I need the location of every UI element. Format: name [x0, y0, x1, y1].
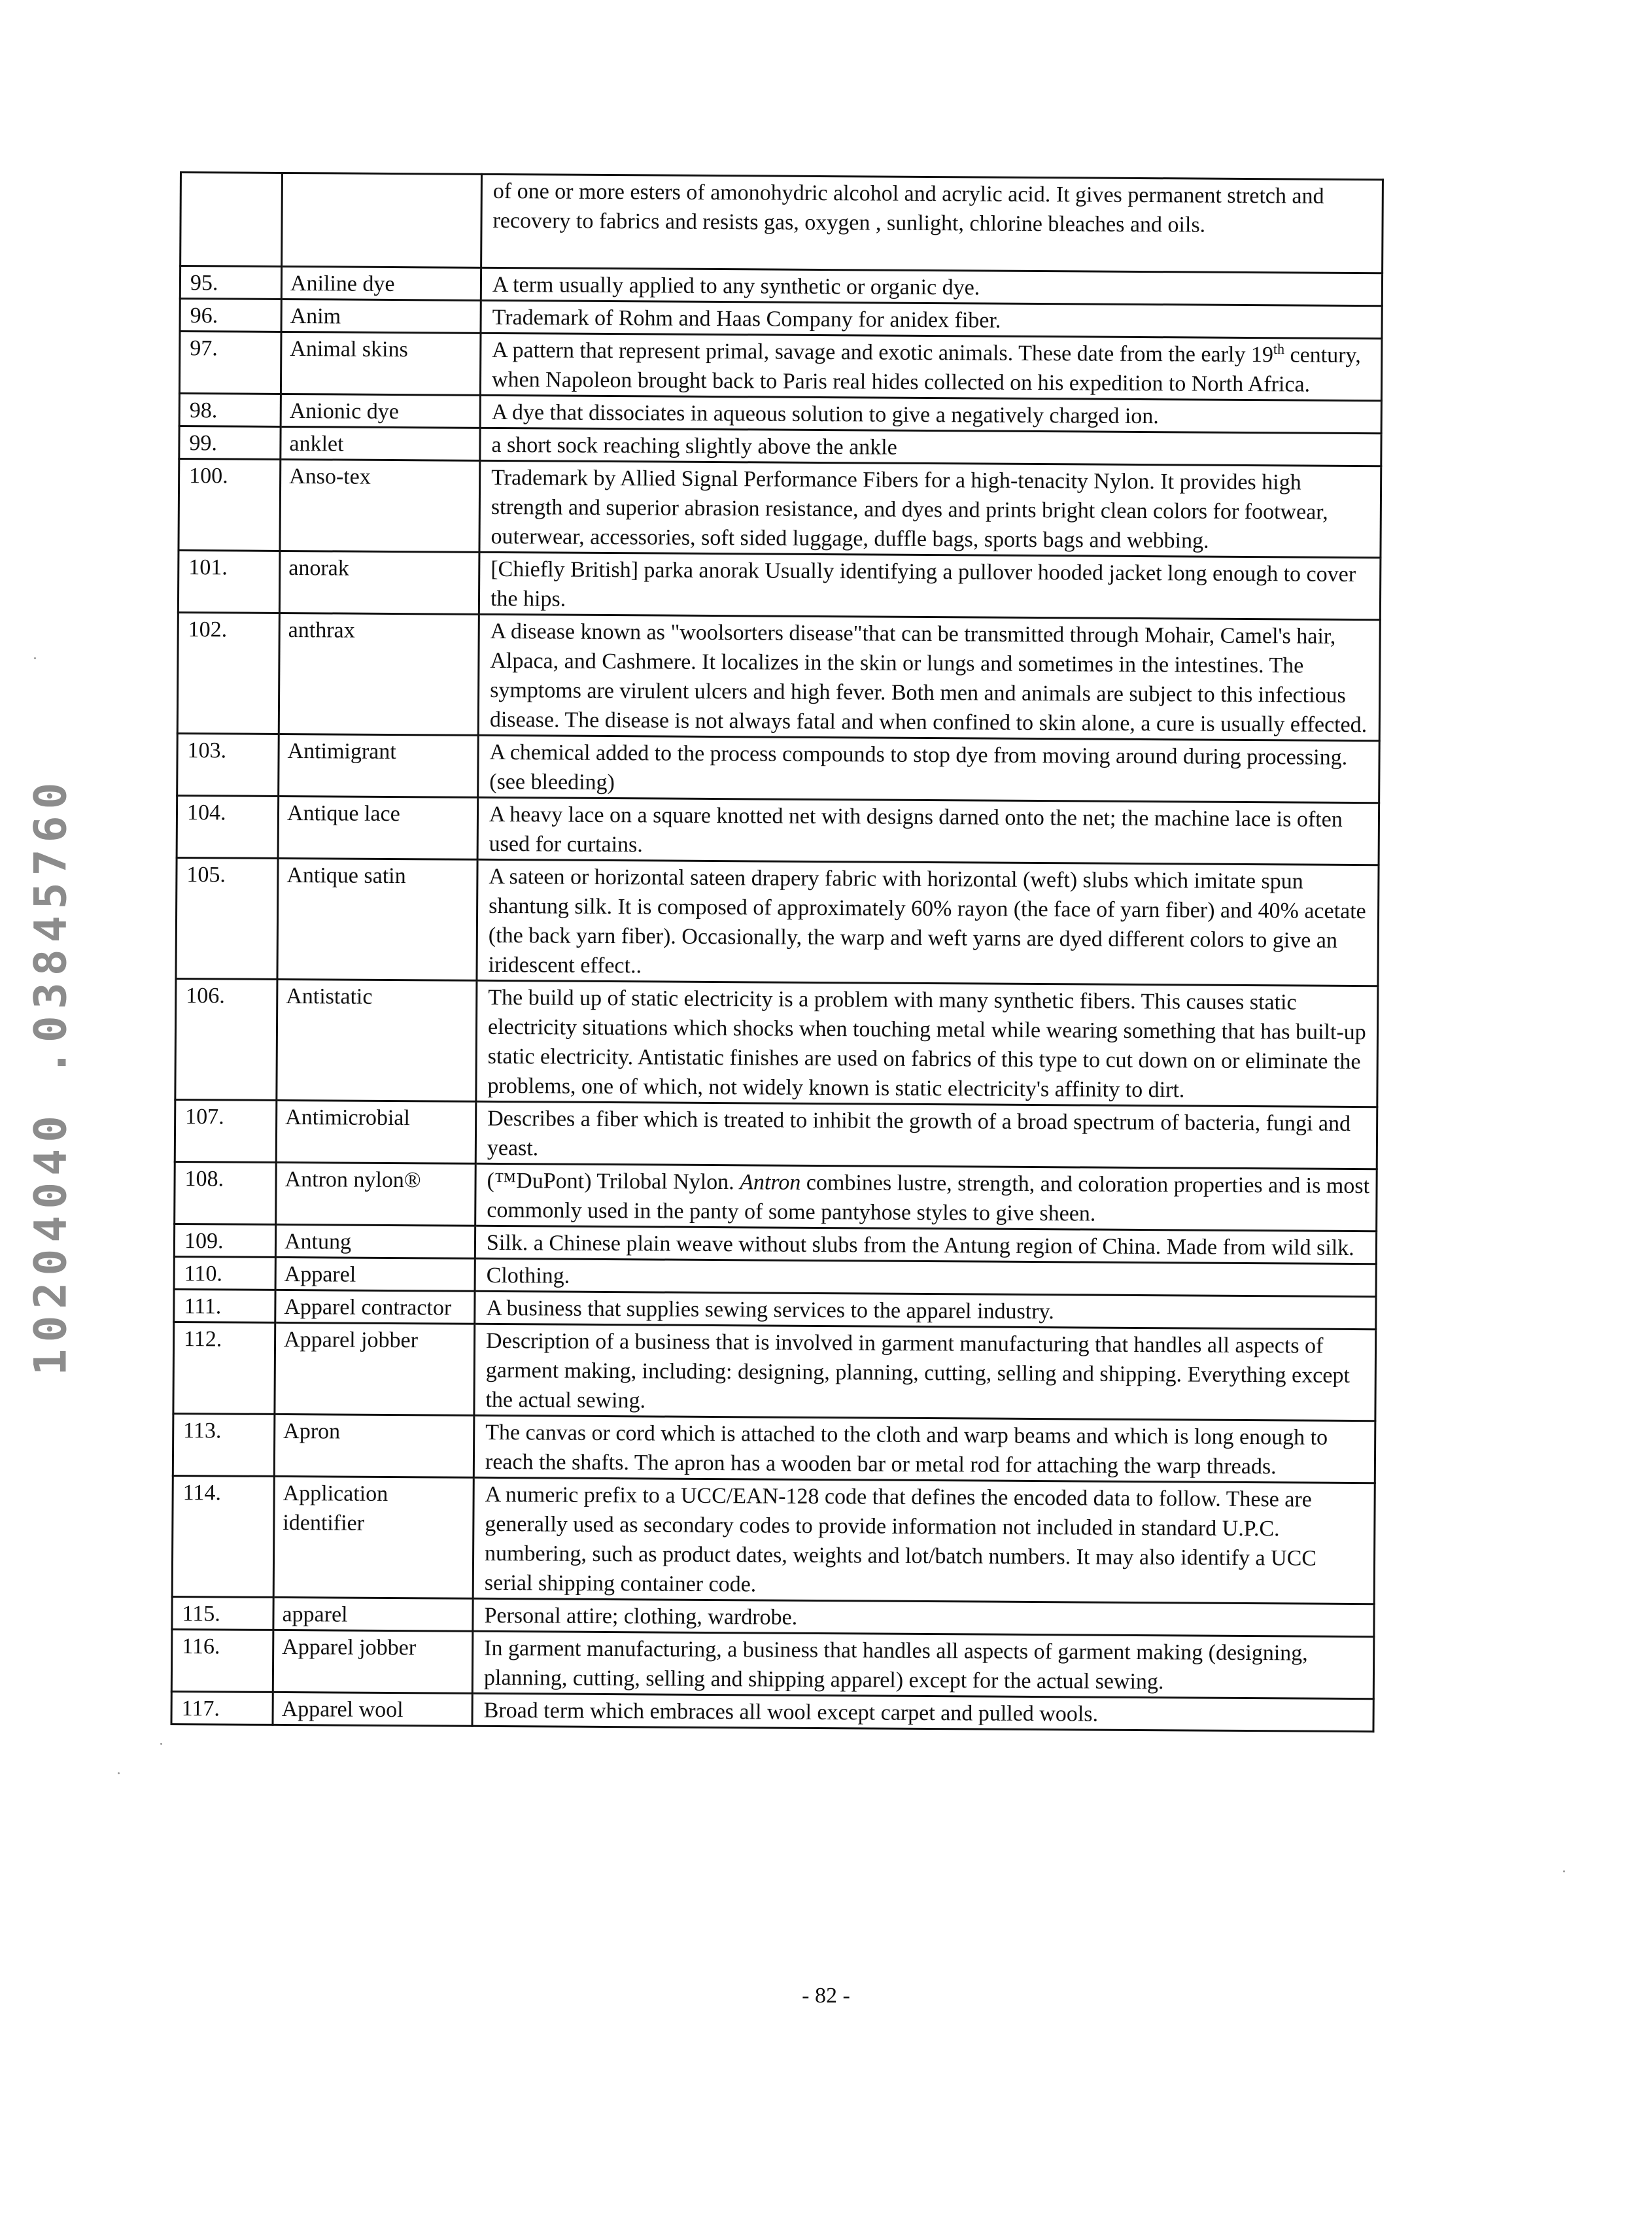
table-row [176, 857, 1379, 986]
table-row [179, 459, 1381, 558]
definition-text: A pattern that represent primal, savage and exotic animals. These date from the early 19 [492, 337, 1274, 368]
scan-speck [34, 657, 36, 659]
entry-number: 107. [175, 1099, 277, 1162]
entry-term: Antique lace [278, 796, 478, 859]
entry-definition: A chemical added to the process compounds to stop dye from moving around during processing. (see bleeding) [478, 735, 1380, 802]
entry-definition: Description of a business that is involved in garment manufacturing that handles all aspects of garment making, including: designing, planning, cutting, selling and shipping. Everything except the actual sewing. [474, 1324, 1376, 1420]
table-row [181, 173, 1383, 273]
entry-number: 95. [180, 266, 281, 300]
entry-term: Anso-tex [280, 459, 480, 552]
entry-number: 115. [172, 1596, 273, 1630]
entry-term: Apparel jobber [275, 1322, 475, 1415]
entry-number: 117. [171, 1691, 273, 1725]
table-row [172, 1475, 1375, 1604]
table-row [171, 1691, 1373, 1731]
entry-term [282, 173, 482, 267]
entry-number: 110. [174, 1256, 275, 1290]
entry-number: 113. [173, 1413, 275, 1476]
entry-number: 97. [179, 332, 281, 394]
entry-number: 116. [171, 1629, 273, 1692]
entry-number: 103. [177, 733, 279, 796]
entry-number [181, 173, 283, 267]
entry-term: Apparel jobber [273, 1630, 473, 1693]
page-number: - 82 - [802, 1984, 850, 2008]
entry-number: 108. [175, 1161, 277, 1224]
entry-definition: A business that supplies sewing services to the apparel industry. [475, 1291, 1376, 1329]
entry-number: 114. [172, 1475, 274, 1597]
entry-definition: of one or more esters of amonohydric alcohol and acrylic acid. It gives permanent stretch and recovery to fabrics and resists gas, oxygen , sunlight, chlorine bleaches and oils. [481, 174, 1383, 273]
table-row [177, 612, 1380, 740]
table-row [175, 978, 1378, 1107]
entry-term: Anionic dye [281, 394, 480, 428]
table-row [175, 1161, 1377, 1231]
entry-number: 104. [177, 795, 279, 858]
table-row [173, 1322, 1376, 1420]
entry-definition: [Chiefly British] parka anorak Usually identifying a pullover hooded jacket long enough to cover the hips. [479, 552, 1381, 619]
definition-text: (™DuPont) Trilobal Nylon. [487, 1168, 740, 1195]
definition-text: century, when Napoleon brought back to Paris real hides collected on his expedition to North Africa. [491, 343, 1361, 397]
entry-definition: Personal attire; clothing, wardrobe. [473, 1598, 1374, 1636]
entry-term: Application identifier [273, 1476, 473, 1598]
entry-definition: The build up of static electricity is a problem with many synthetic fibers. This causes static electricity situations which shocks when touching metal while wearing something that has built-up static electricity. Antistatic finishes are used on fabrics of this type to cut down on or eliminate the problems, one of which, not widely known is static electricity's affinity to dirt. [476, 980, 1378, 1107]
entry-term: anthrax [279, 613, 479, 735]
entry-term: apparel [273, 1597, 473, 1631]
table-row [179, 332, 1382, 401]
entry-definition [475, 1163, 1377, 1231]
entry-definition: Silk. a Chinese plain weave without slubs from the Antung region of China. Made from wild silk. [475, 1226, 1376, 1263]
entry-term: Apparel contractor [275, 1290, 475, 1324]
table-row [177, 733, 1380, 802]
entry-definition: Trademark by Allied Signal Performance Fibers for a high-tenacity Nylon. It provides high strength and superior abrasion resistance, and dyes and prints bright clean colors for footwear, outerwear, accessories, soft sided luggage, duffle bags, sports bags and webbing. [479, 460, 1381, 557]
scan-stamp-text: 10204040 .03845760 [25, 776, 77, 1376]
entry-definition: A disease known as "woolsorters disease"that can be transmitted through Mohair, Camel's hair, Alpaca, and Cashmere. It localizes in the skin or lungs and sometimes in the intestines. The symptoms are virulent ulcers and high fever. Both men and animals are subject to this infectious disease. The disease is not always fatal and when confined to skin alone, a cure is usually effected. [478, 614, 1380, 740]
entry-definition [480, 333, 1382, 400]
entry-term: Apparel [275, 1257, 475, 1291]
entry-term: Animal skins [281, 332, 481, 395]
entry-definition: Broad term which embraces all wool except carpet and pulled wools. [472, 1693, 1373, 1731]
entry-number: 106. [175, 978, 277, 1100]
entry-term: anklet [281, 426, 480, 460]
entry-definition: A heavy lace on a square knotted net with designs darned onto the net; the machine lace is often used for curtains. [477, 797, 1379, 865]
table-row [177, 795, 1379, 865]
entry-term: Antung [275, 1224, 475, 1258]
table-row [173, 1413, 1375, 1483]
table-row [171, 1629, 1374, 1698]
entry-definition: Trademark of Rohm and Haas Company for anidex fiber. [481, 300, 1382, 338]
entry-number: 102. [177, 612, 279, 734]
entry-definition: A dye that dissociates in aqueous solution to give a negatively charged ion. [480, 395, 1381, 433]
entry-definition: Clothing. [475, 1258, 1376, 1296]
definition-text: combines lustre, strength, and coloration properties and is most commonly used in the panty of some pantyhose styles to give sheen. [487, 1170, 1370, 1226]
entry-term: Apparel wool [273, 1692, 472, 1726]
entry-term: Antimigrant [279, 734, 479, 797]
entry-definition: A term usually applied to any synthetic or organic dye. [481, 267, 1382, 305]
entry-number: 100. [179, 459, 281, 551]
scan-speck [1563, 1870, 1565, 1872]
entry-number: 112. [173, 1322, 275, 1414]
entry-term: Anim [281, 299, 481, 333]
entry-term: Antimicrobial [276, 1100, 476, 1163]
scan-stamp [25, 776, 77, 1376]
entry-definition: The canvas or cord which is attached to the cloth and warp beams and which is long enough to reach the shafts. The apron has a wooden bar or metal rod for attaching the warp threads. [473, 1415, 1375, 1483]
entry-number: 98. [179, 394, 281, 427]
entry-term: Aniline dye [281, 266, 481, 300]
scan-speck [160, 1743, 162, 1745]
entry-definition: Describes a fiber which is treated to inhibit the growth of a broad spectrum of bacteria, fungi and yeast. [475, 1101, 1377, 1169]
entry-term: Apron [274, 1414, 474, 1477]
entry-term: Antistatic [277, 979, 477, 1101]
entry-number: 96. [180, 299, 281, 332]
entry-number: 101. [178, 550, 280, 613]
table-row [175, 1099, 1377, 1169]
entry-definition: In garment manufacturing, a business that handles all aspects of garment making (designing, planning, cutting, selling and shipping apparel) except for the actual sewing. [472, 1631, 1374, 1698]
brand-name-italic: Antron [740, 1170, 801, 1195]
entry-number: 111. [174, 1289, 275, 1322]
ordinal-superscript: th [1273, 340, 1285, 357]
glossary-table [170, 171, 1383, 1732]
entry-term: Antique satin [277, 858, 477, 980]
scan-speck [118, 1772, 120, 1774]
entry-number: 105. [176, 857, 278, 979]
entry-definition: A sateen or horizontal sateen drapery fabric with horizontal (weft) slubs which imitate spun shantung silk. It is composed of approximately 60% rayon (the face of yarn fiber) and 40% acetate (the back yarn fiber). Occasionally, the warp and weft yarns are dyed different colors to give an iridescent effect.. [477, 859, 1379, 986]
entry-term: anorak [279, 551, 479, 614]
entry-number: 109. [174, 1224, 275, 1257]
entry-definition: a short sock reaching slightly above the ankle [480, 428, 1381, 466]
entry-term: Antron nylon® [276, 1162, 476, 1226]
table-row [178, 550, 1381, 619]
entry-number: 99. [179, 426, 281, 460]
entry-definition: A numeric prefix to a UCC/EAN-128 code that defines the encoded data to follow. These are generally used as secondary codes to provide information not included in standard U.P.C. numbering, such as product dates, weights and lot/batch numbers. It may also identify a UCC serial shipping container code. [473, 1477, 1375, 1604]
